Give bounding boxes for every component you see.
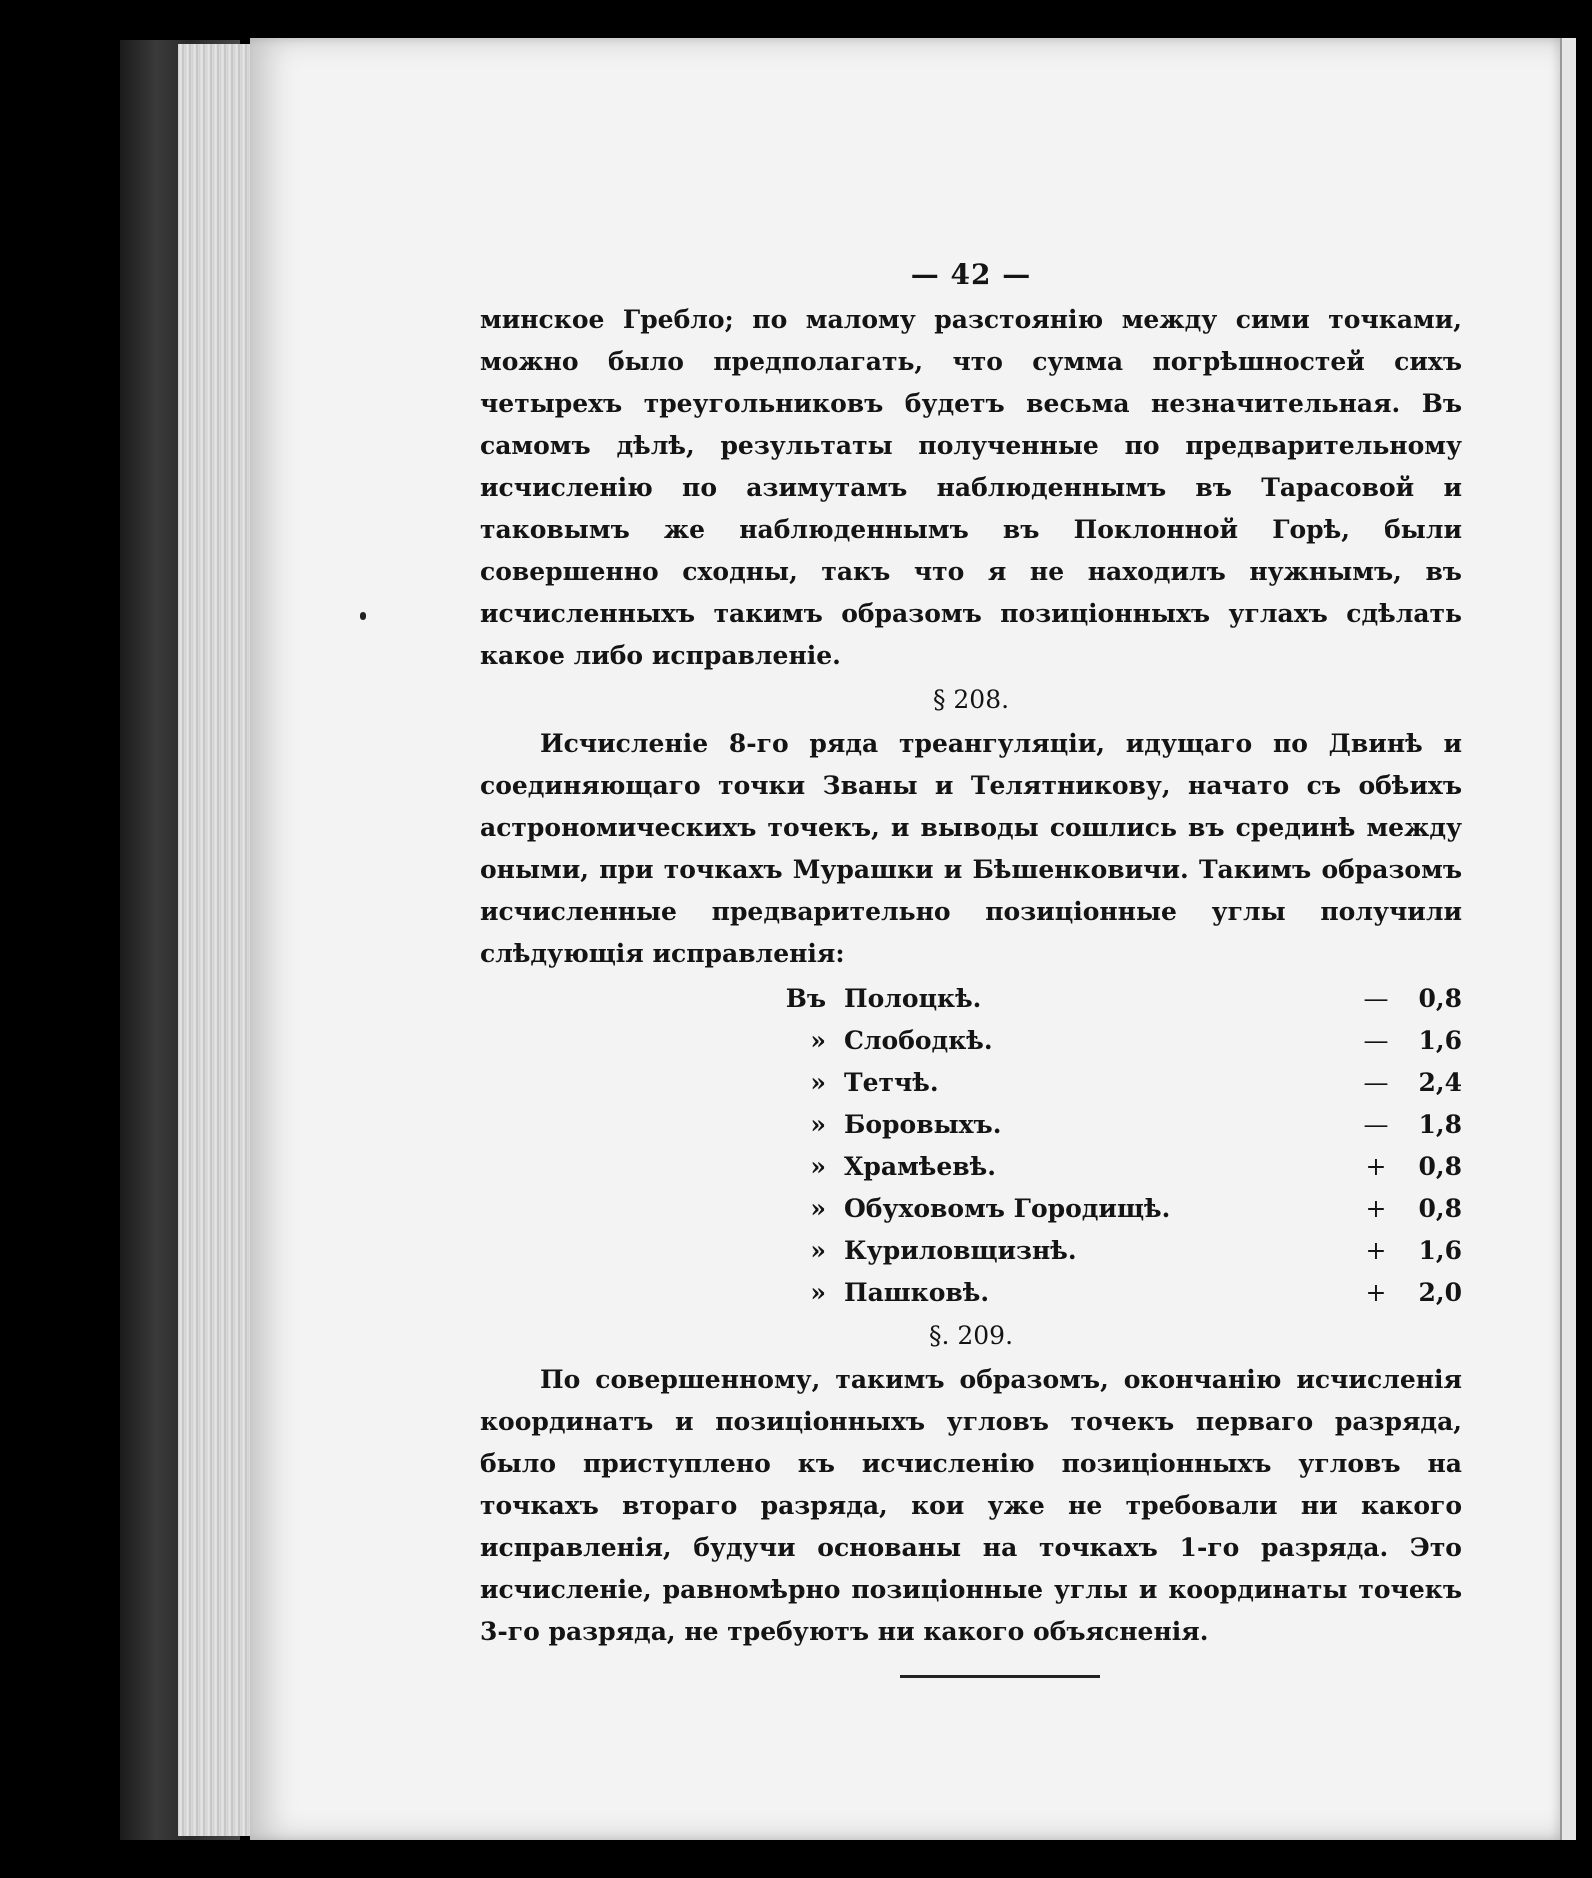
correction-sign: + bbox=[1365, 1193, 1387, 1223]
correction-sign: + bbox=[1365, 1151, 1387, 1181]
correction-row bbox=[480, 1019, 1462, 1061]
page-content bbox=[480, 258, 1462, 1678]
correction-row bbox=[480, 977, 1462, 1019]
correction-value: 2,0 bbox=[1418, 1277, 1462, 1307]
correction-row bbox=[480, 1145, 1462, 1187]
correction-row bbox=[480, 1271, 1462, 1313]
page-right-edge bbox=[1560, 38, 1576, 1840]
correction-prefix: » bbox=[810, 1277, 826, 1307]
paragraph-3: По совершенному, такимъ образомъ, окончанію исчисленія координатъ и позиціонныхъ угловъ точекъ перваго разряда, было приступлено къ исчисленію позиціонныхъ угловъ на точкахъ втораго разряда, кои уже не требовали ни какого исправленія, будучи основаны на точкахъ 1-го разряда. Это исчисленіе, равномѣрно позиціонные углы и координаты точекъ 3-го разряда, не требуютъ ни какого объясненія. bbox=[480, 1365, 1462, 1646]
correction-sign: — bbox=[1363, 983, 1389, 1013]
correction-value: 2,4 bbox=[1418, 1067, 1462, 1097]
correction-value: 0,8 bbox=[1418, 1193, 1462, 1223]
correction-place: Полоцкѣ. bbox=[844, 983, 982, 1013]
correction-place: Слободкѣ. bbox=[844, 1025, 993, 1055]
correction-value: 1,6 bbox=[1418, 1025, 1462, 1055]
correction-prefix: » bbox=[810, 1067, 826, 1097]
correction-prefix: » bbox=[810, 1025, 826, 1055]
correction-prefix: Въ bbox=[785, 983, 826, 1013]
correction-prefix: » bbox=[810, 1151, 826, 1181]
correction-place: Тетчѣ. bbox=[844, 1067, 939, 1097]
correction-sign: — bbox=[1363, 1067, 1389, 1097]
correction-value: 1,6 bbox=[1418, 1235, 1462, 1265]
correction-prefix: » bbox=[810, 1193, 826, 1223]
correction-sign: — bbox=[1363, 1025, 1389, 1055]
page-stack-edge bbox=[178, 44, 258, 1836]
end-rule bbox=[900, 1675, 1100, 1678]
correction-prefix: » bbox=[810, 1235, 826, 1265]
correction-row bbox=[480, 1187, 1462, 1229]
correction-place: Боровыхъ. bbox=[844, 1109, 1002, 1139]
correction-sign: + bbox=[1365, 1235, 1387, 1265]
page-number: — 42 — bbox=[910, 258, 1032, 291]
correction-place: Храмѣевѣ. bbox=[844, 1151, 996, 1181]
correction-sign: — bbox=[1363, 1109, 1389, 1139]
correction-value: 1,8 bbox=[1418, 1109, 1462, 1139]
correction-row bbox=[480, 1103, 1462, 1145]
correction-place: Обуховомъ Городищѣ. bbox=[844, 1193, 1171, 1223]
paragraph-1: минское Гребло; по малому разстоянію между сими точками, можно было предполагать, что сумма погрѣшностей сихъ четырехъ треугольниковъ будетъ весьма незначительная. Въ самомъ дѣлѣ, результаты полученные по предварительному исчисленію по азимутамъ наблюденнымъ въ Тарасовой и таковымъ же наблюденнымъ въ Поклонной Горѣ, были совершенно сходны, такъ что я не находилъ нужнымъ, въ исчисленныхъ такимъ образомъ позиціонныхъ углахъ сдѣлать какое либо исправленіе. bbox=[480, 305, 1462, 670]
ink-spot bbox=[360, 612, 366, 620]
correction-value: 0,8 bbox=[1418, 1151, 1462, 1181]
correction-place: Пашковѣ. bbox=[844, 1277, 990, 1307]
correction-sign: + bbox=[1365, 1277, 1387, 1307]
correction-prefix: » bbox=[810, 1109, 826, 1139]
correction-row bbox=[480, 1229, 1462, 1271]
correction-value: 0,8 bbox=[1418, 983, 1462, 1013]
section-heading-209: §. 209. bbox=[928, 1321, 1014, 1350]
correction-place: Куриловщизнѣ. bbox=[844, 1235, 1077, 1265]
correction-row bbox=[480, 1061, 1462, 1103]
corrections-table bbox=[480, 977, 1462, 1313]
section-heading-208: § 208. bbox=[932, 685, 1010, 714]
paragraph-2: Исчисленіе 8-го ряда треангуляціи, идущаго по Двинѣ и соединяющаго точки Званы и Телятникову, начато съ обѣихъ астрономическихъ точекъ, и выводы сошлись въ срединѣ между оными, при точкахъ Мурашки и Бѣшенковичи. Такимъ образомъ исчисленные предварительно позиціонные углы получили слѣдующія исправленія: bbox=[480, 729, 1462, 968]
